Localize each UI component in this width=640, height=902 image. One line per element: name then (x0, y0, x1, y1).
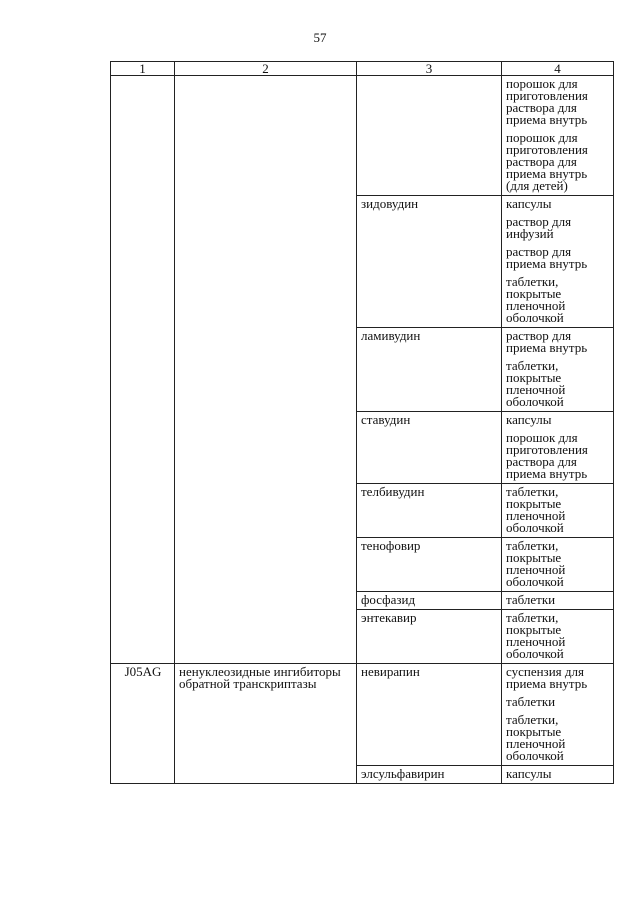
dosage-form: капсулы (506, 766, 552, 781)
drug-name-cell: энтекавир (357, 610, 502, 664)
dosage-form: раствор для инфузий (506, 214, 572, 241)
atc-code-cell (111, 76, 175, 664)
dosage-form: таблетки, покрытые пленочной оболочкой (506, 484, 566, 535)
dosage-forms-cell (502, 412, 614, 484)
drug-table (110, 61, 614, 784)
dosage-form: таблетки (506, 592, 556, 607)
group-name-cell: ненуклеозидные ингибиторы обратной транскриптазы (175, 664, 357, 784)
dosage-form: таблетки, покрытые пленочной оболочкой (506, 610, 566, 661)
dosage-form: порошок для приготовления раствора для приема внутрь (506, 430, 588, 481)
dosage-forms-cell (502, 664, 614, 766)
atc-code-cell: J05AG (111, 664, 175, 784)
dosage-forms-cell (502, 538, 614, 592)
header-cell: 1 (111, 62, 175, 76)
header-cell: 4 (502, 62, 614, 76)
dosage-form: раствор для приема внутрь (506, 328, 588, 355)
drug-name-cell: фосфазид (357, 592, 502, 610)
drug-name-cell: тенофовир (357, 538, 502, 592)
dosage-form: капсулы (506, 196, 552, 211)
table-row (111, 664, 614, 766)
drug-name-cell: ламивудин (357, 328, 502, 412)
dosage-forms-cell (502, 76, 614, 196)
dosage-form: таблетки, покрытые пленочной оболочкой (506, 358, 566, 409)
dosage-form: раствор для приема внутрь (506, 244, 588, 271)
dosage-forms-cell (502, 610, 614, 664)
drug-name-cell: невирапин (357, 664, 502, 766)
dosage-form: порошок для приготовления раствора для приема внутрь (506, 76, 588, 127)
table-body (111, 76, 614, 784)
dosage-form: таблетки, покрытые пленочной оболочкой (506, 712, 566, 763)
drug-name-cell (357, 76, 502, 196)
dosage-forms-cell (502, 484, 614, 538)
drug-name-cell: зидовудин (357, 196, 502, 328)
dosage-form: таблетки (506, 694, 556, 709)
group-name-cell (175, 76, 357, 664)
table-row (111, 76, 614, 196)
header-cell: 2 (175, 62, 357, 76)
dosage-forms-cell (502, 592, 614, 610)
header-row (111, 62, 614, 76)
dosage-form: таблетки, покрытые пленочной оболочкой (506, 538, 566, 589)
dosage-forms-cell (502, 328, 614, 412)
dosage-form: суспензия для приема внутрь (506, 664, 588, 691)
dosage-forms-cell (502, 766, 614, 784)
drug-name-cell: элсульфавирин (357, 766, 502, 784)
dosage-forms-cell (502, 196, 614, 328)
drug-name-cell: ставудин (357, 412, 502, 484)
page-number: 57 (313, 30, 327, 45)
dosage-form: порошок для приготовления раствора для приема внутрь (для детей) (506, 130, 588, 193)
header-cell: 3 (357, 62, 502, 76)
dosage-form: таблетки, покрытые пленочной оболочкой (506, 274, 566, 325)
drug-name-cell: телбивудин (357, 484, 502, 538)
dosage-form: капсулы (506, 412, 552, 427)
